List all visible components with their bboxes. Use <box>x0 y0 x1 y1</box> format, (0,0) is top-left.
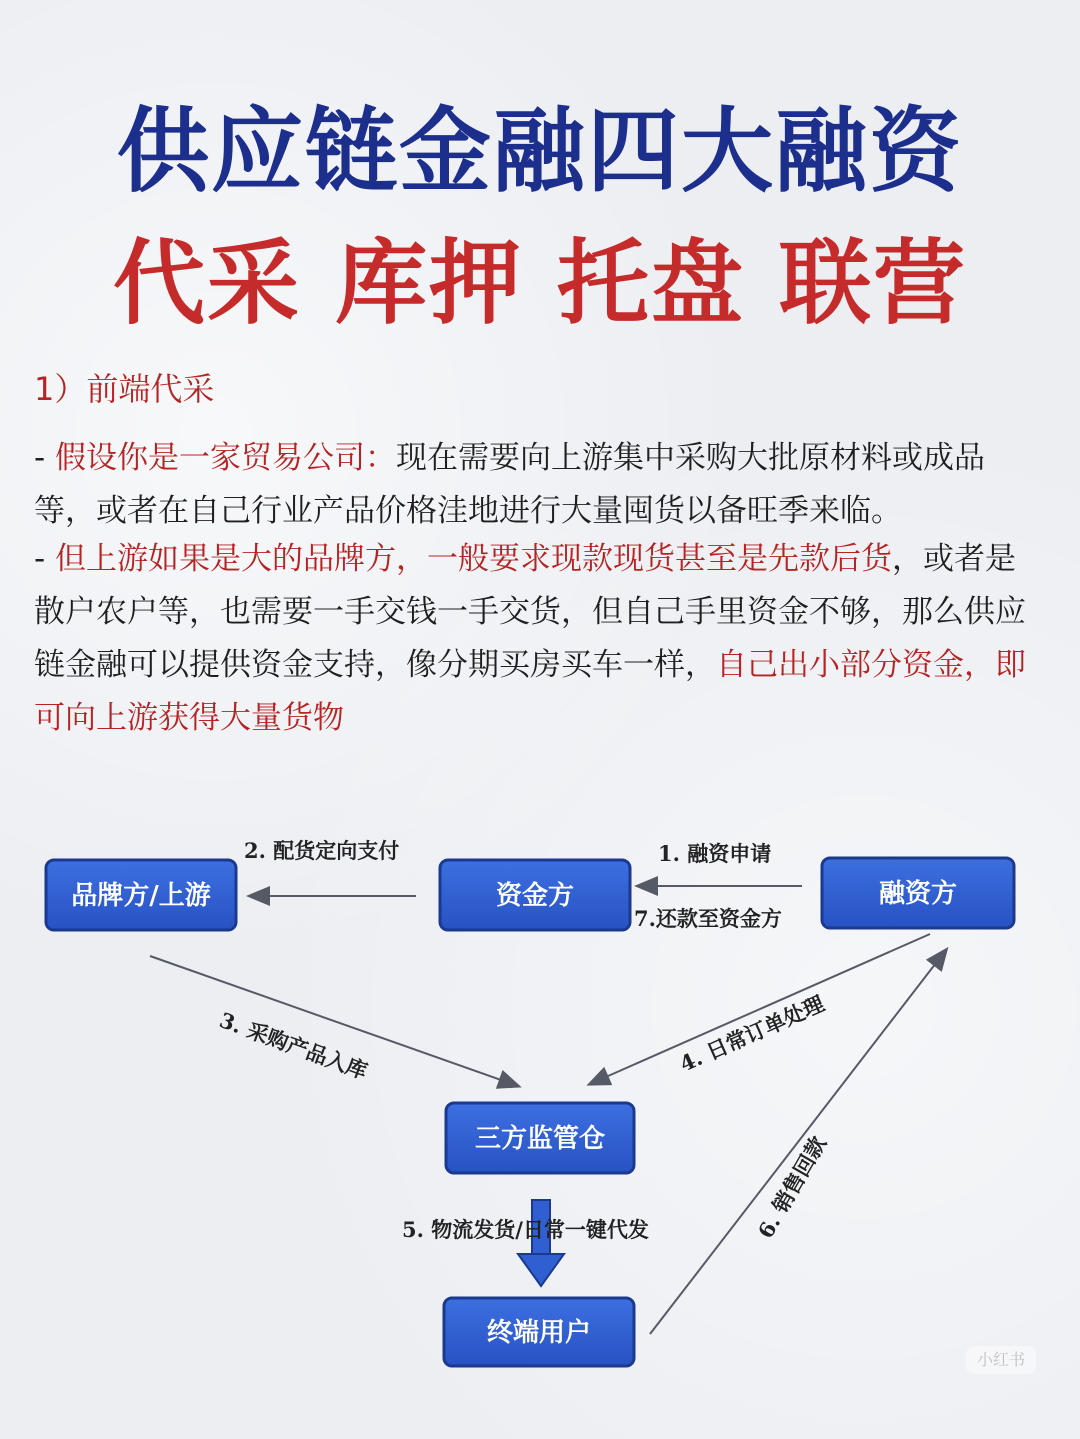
edge-order-processing <box>590 934 930 1084</box>
paragraph-upstream <box>34 533 1044 745</box>
node-enduser <box>444 1298 634 1366</box>
node-brand-label: 品牌方/上游 <box>71 881 211 911</box>
para1-body: 现在需要向上游集中采购大批原材料或成品等，或者在自己行业产品价格洼地进行大量囤货以备旺季来临。 <box>34 440 986 529</box>
node-funder-label: 资金方 <box>495 881 575 911</box>
edge-label-2: 2. 配货定向支付 <box>244 838 400 863</box>
para1-highlight: 假设你是一家贸易公司： <box>55 440 397 476</box>
para1-prefix: - <box>34 440 56 476</box>
page-title: 供应链金融四大融资 <box>116 98 963 205</box>
edge-label-4: 4. 日常订单处理 <box>675 990 828 1077</box>
watermark-badge: 小红书 <box>966 1346 1036 1374</box>
node-borrower-label: 融资方 <box>878 879 958 909</box>
node-funder <box>440 860 630 930</box>
edge-label-7: 7.还款至资金方 <box>634 906 782 931</box>
para2-tail: 自己出小部分资金，即可向上游获得大量货物 <box>34 647 1026 736</box>
para2-body: ，或者是散户农户等，也需要一手交钱一手交货，但自己手里资金不够，那么供应链金融可以提供资金支持，像分期买房买车一样， <box>34 541 1026 683</box>
edge-label-1: 1. 融资申请 <box>658 841 772 866</box>
node-borrower <box>822 858 1014 928</box>
para2-highlight: 但上游如果是大的品牌方，一般要求现款现货甚至是先款后货 <box>55 541 893 577</box>
para2-prefix: - <box>34 541 56 577</box>
node-enduser-label: 终端用户 <box>486 1318 592 1348</box>
edge-label-3: 3. 采购产品入库 <box>216 1007 371 1084</box>
node-warehouse-label: 三方监管仓 <box>474 1124 606 1154</box>
paragraph-trading-company <box>34 432 1044 538</box>
page-subtitle: 代采 库押 托盘 联营 <box>112 230 968 337</box>
flow-diagram <box>0 800 1080 1400</box>
edge-logistics-arrow <box>518 1200 564 1286</box>
node-brand <box>46 860 236 930</box>
edge-label-5: 5. 物流发货/日常一键代发 <box>402 1217 649 1242</box>
node-warehouse <box>446 1103 634 1173</box>
section-heading: 1）前端代采 <box>34 370 215 408</box>
edge-label-6: 6. 销售回款 <box>752 1131 831 1243</box>
